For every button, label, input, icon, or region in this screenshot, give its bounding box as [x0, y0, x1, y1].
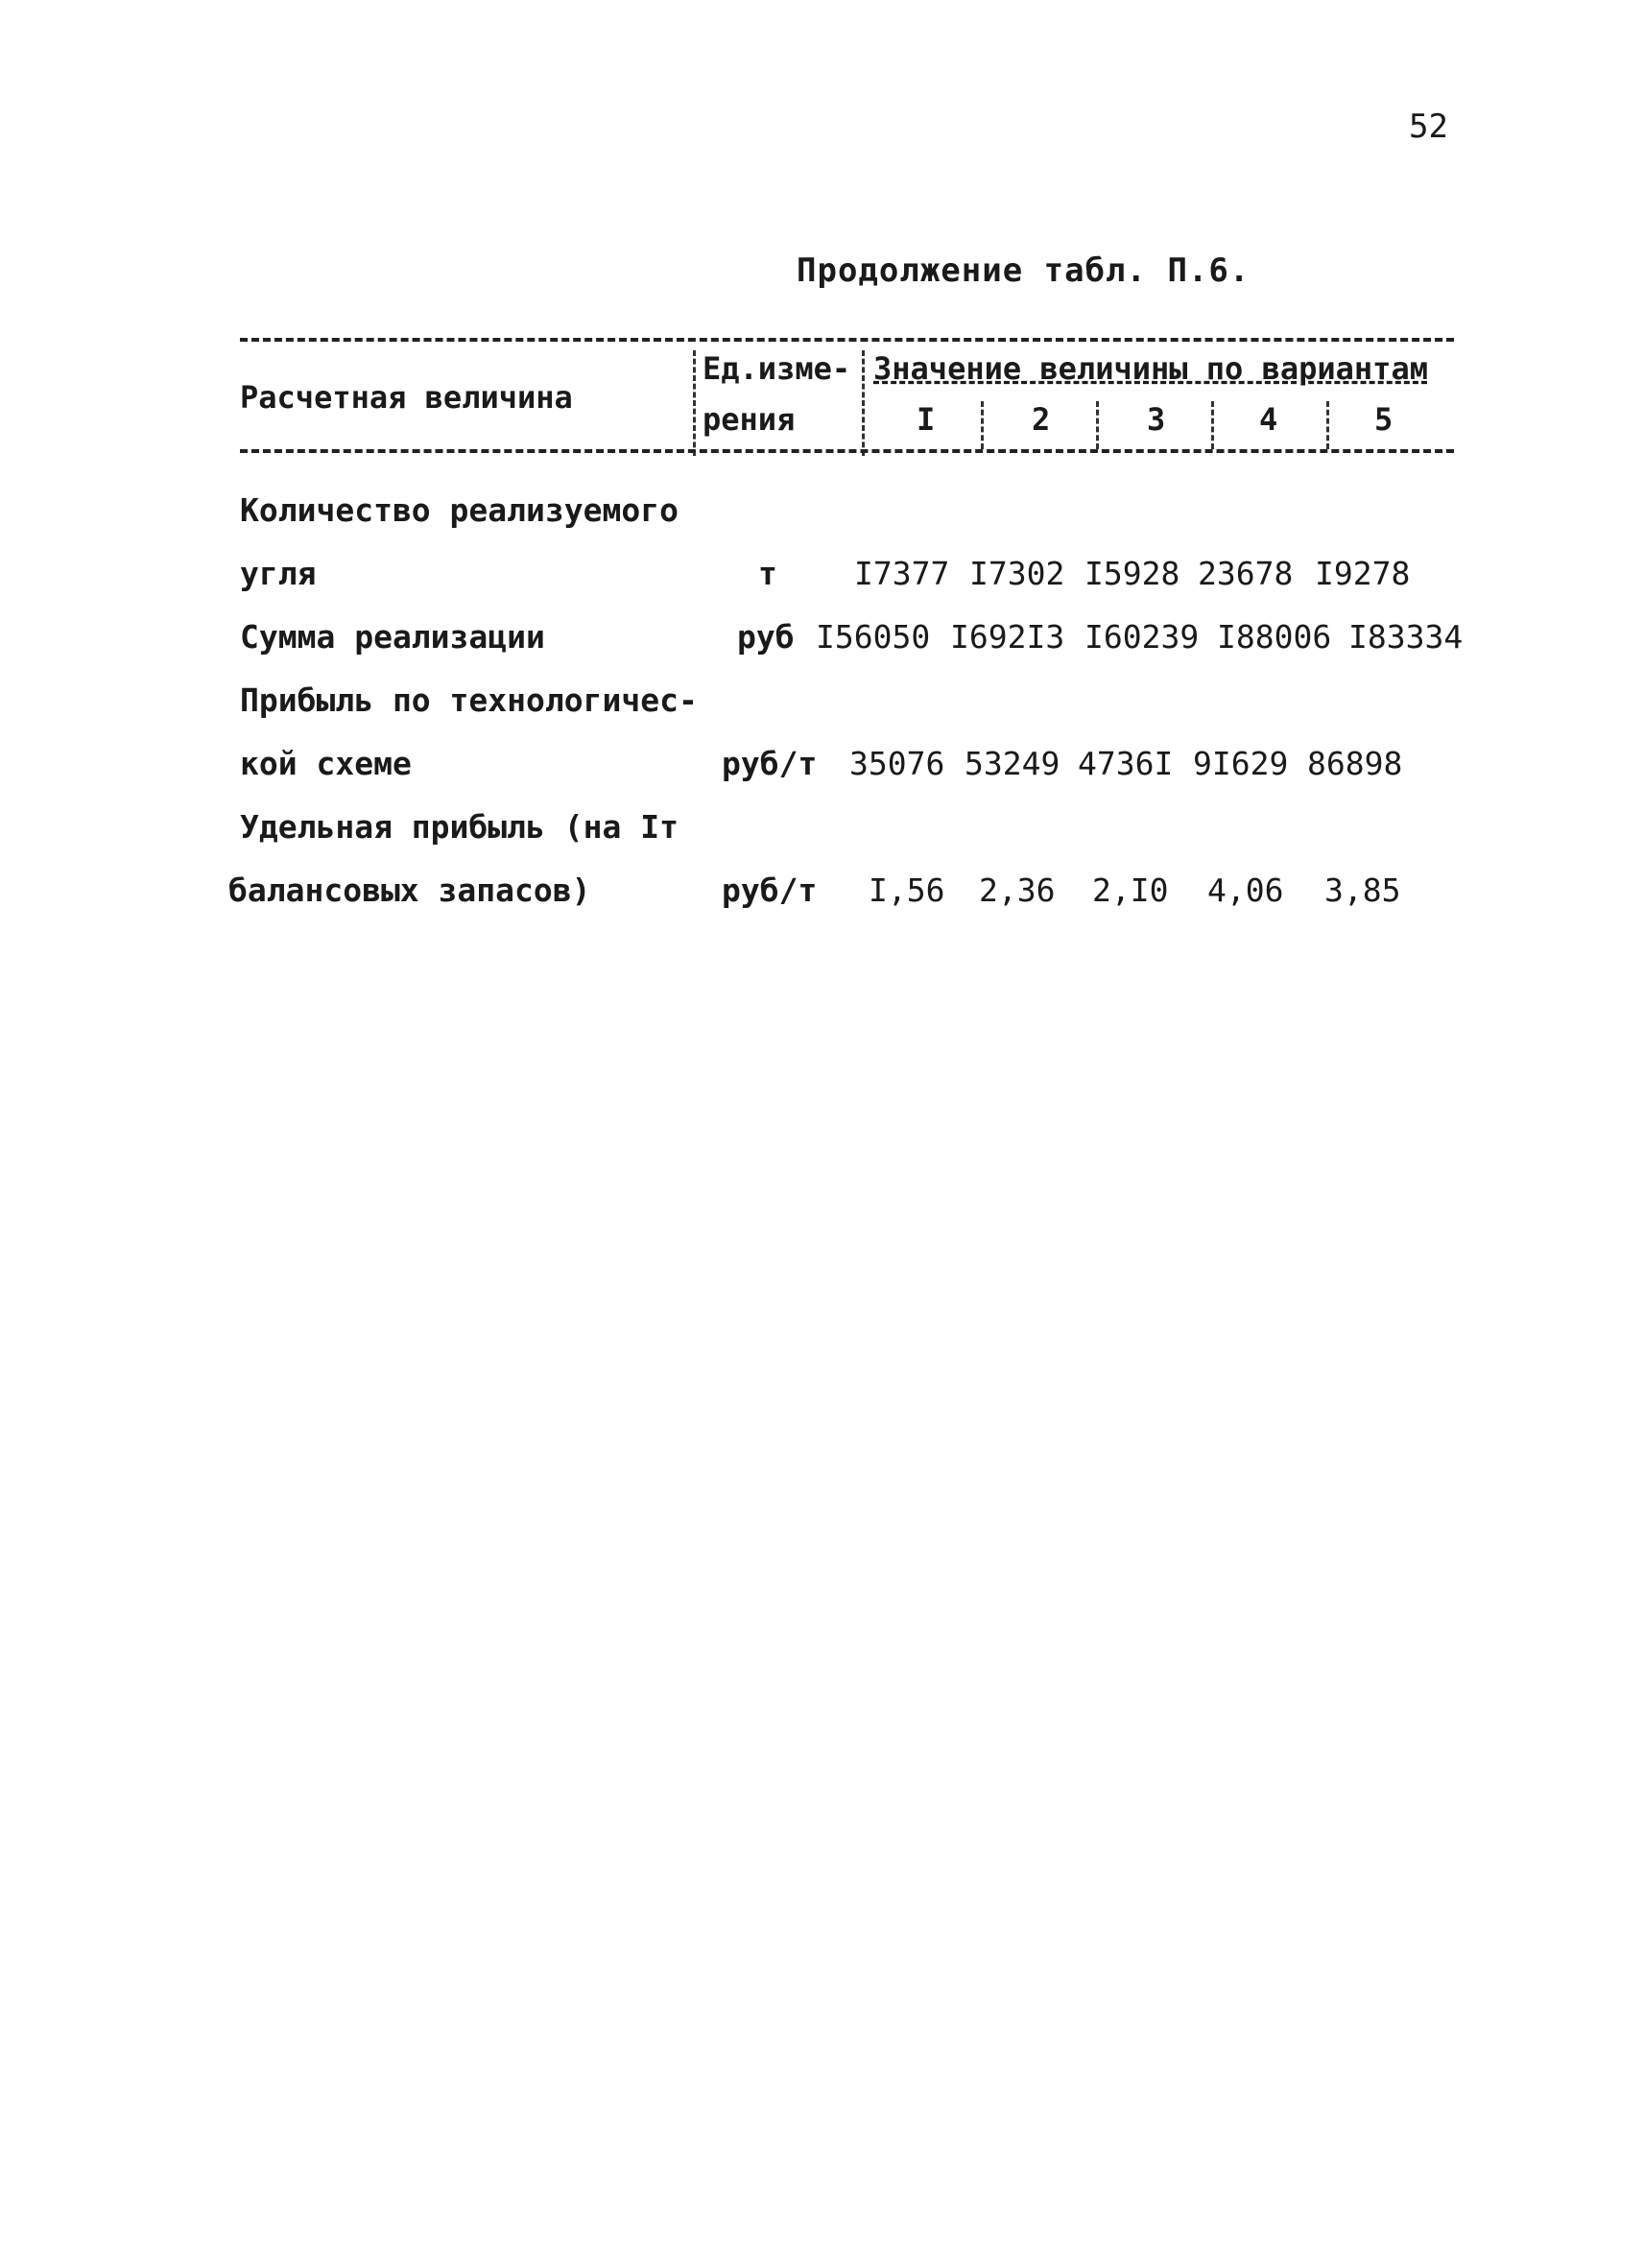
header-variant-divider: [1211, 401, 1214, 449]
row-value: 23678: [1198, 555, 1294, 592]
row-value: 35076: [849, 745, 945, 782]
row-value: 4736I: [1078, 745, 1174, 782]
table-caption: Продолжение табл. П.6.: [797, 251, 1251, 290]
row-value: I7302: [969, 555, 1065, 592]
row-label: Сумма реализации: [240, 618, 545, 656]
row-value: I83334: [1348, 618, 1464, 656]
table-row: [0, 808, 1644, 866]
row-unit: руб/т: [722, 871, 818, 909]
row-value: I60239: [1084, 618, 1200, 656]
row-value: I88006: [1217, 618, 1332, 656]
row-label: Прибыль по технологичес-: [240, 681, 698, 719]
row-label: кой схеме: [240, 745, 412, 782]
row-label: балансовых запасов): [228, 871, 591, 909]
table-header-rule: [240, 449, 1454, 453]
header-variant-5: 5: [1374, 401, 1394, 438]
header-variant-2: 2: [1032, 401, 1051, 438]
header-variant-divider: [981, 401, 984, 449]
header-group-title: Значение величины по вариантам: [873, 350, 1428, 387]
header-variant-1: I: [917, 401, 936, 438]
row-label: Удельная прибыль (на Iт: [240, 808, 679, 846]
row-unit: руб: [737, 618, 795, 656]
table-row: [0, 681, 1644, 739]
header-variant-4: 4: [1259, 401, 1278, 438]
header-divider-unit: [693, 350, 696, 456]
row-value: 3,85: [1324, 871, 1401, 909]
row-unit: т: [758, 555, 777, 592]
row-value: I56050: [816, 618, 931, 656]
row-label: Количество реализуемого: [240, 491, 679, 529]
header-variant-divider: [1326, 401, 1329, 449]
row-value: 4,06: [1207, 871, 1284, 909]
row-value: I692I3: [950, 618, 1065, 656]
page-number: 52: [1409, 107, 1448, 146]
row-value: 2,36: [979, 871, 1056, 909]
header-variant-3: 3: [1147, 401, 1166, 438]
table-row: [0, 618, 1644, 676]
row-value: I,56: [869, 871, 945, 909]
row-value: I5928: [1084, 555, 1180, 592]
row-value: 53249: [965, 745, 1060, 782]
header-unit-line2: рения: [703, 401, 796, 438]
row-value: 2,I0: [1092, 871, 1169, 909]
row-value: I7377: [854, 555, 950, 592]
row-value: I9278: [1315, 555, 1411, 592]
table-row: [0, 491, 1644, 549]
table-row: [0, 745, 1644, 802]
table-row: [0, 871, 1644, 929]
row-unit: руб/т: [722, 745, 818, 782]
row-value: 86898: [1307, 745, 1403, 782]
row-value: 9I629: [1193, 745, 1289, 782]
header-quantity: Расчетная величина: [240, 379, 573, 416]
header-divider-values: [862, 350, 865, 456]
row-label: угля: [240, 555, 317, 592]
header-variant-divider: [1096, 401, 1099, 449]
table-top-rule: [240, 338, 1454, 342]
header-unit-line1: Ед.изме-: [703, 350, 851, 387]
table-row: [0, 555, 1644, 612]
